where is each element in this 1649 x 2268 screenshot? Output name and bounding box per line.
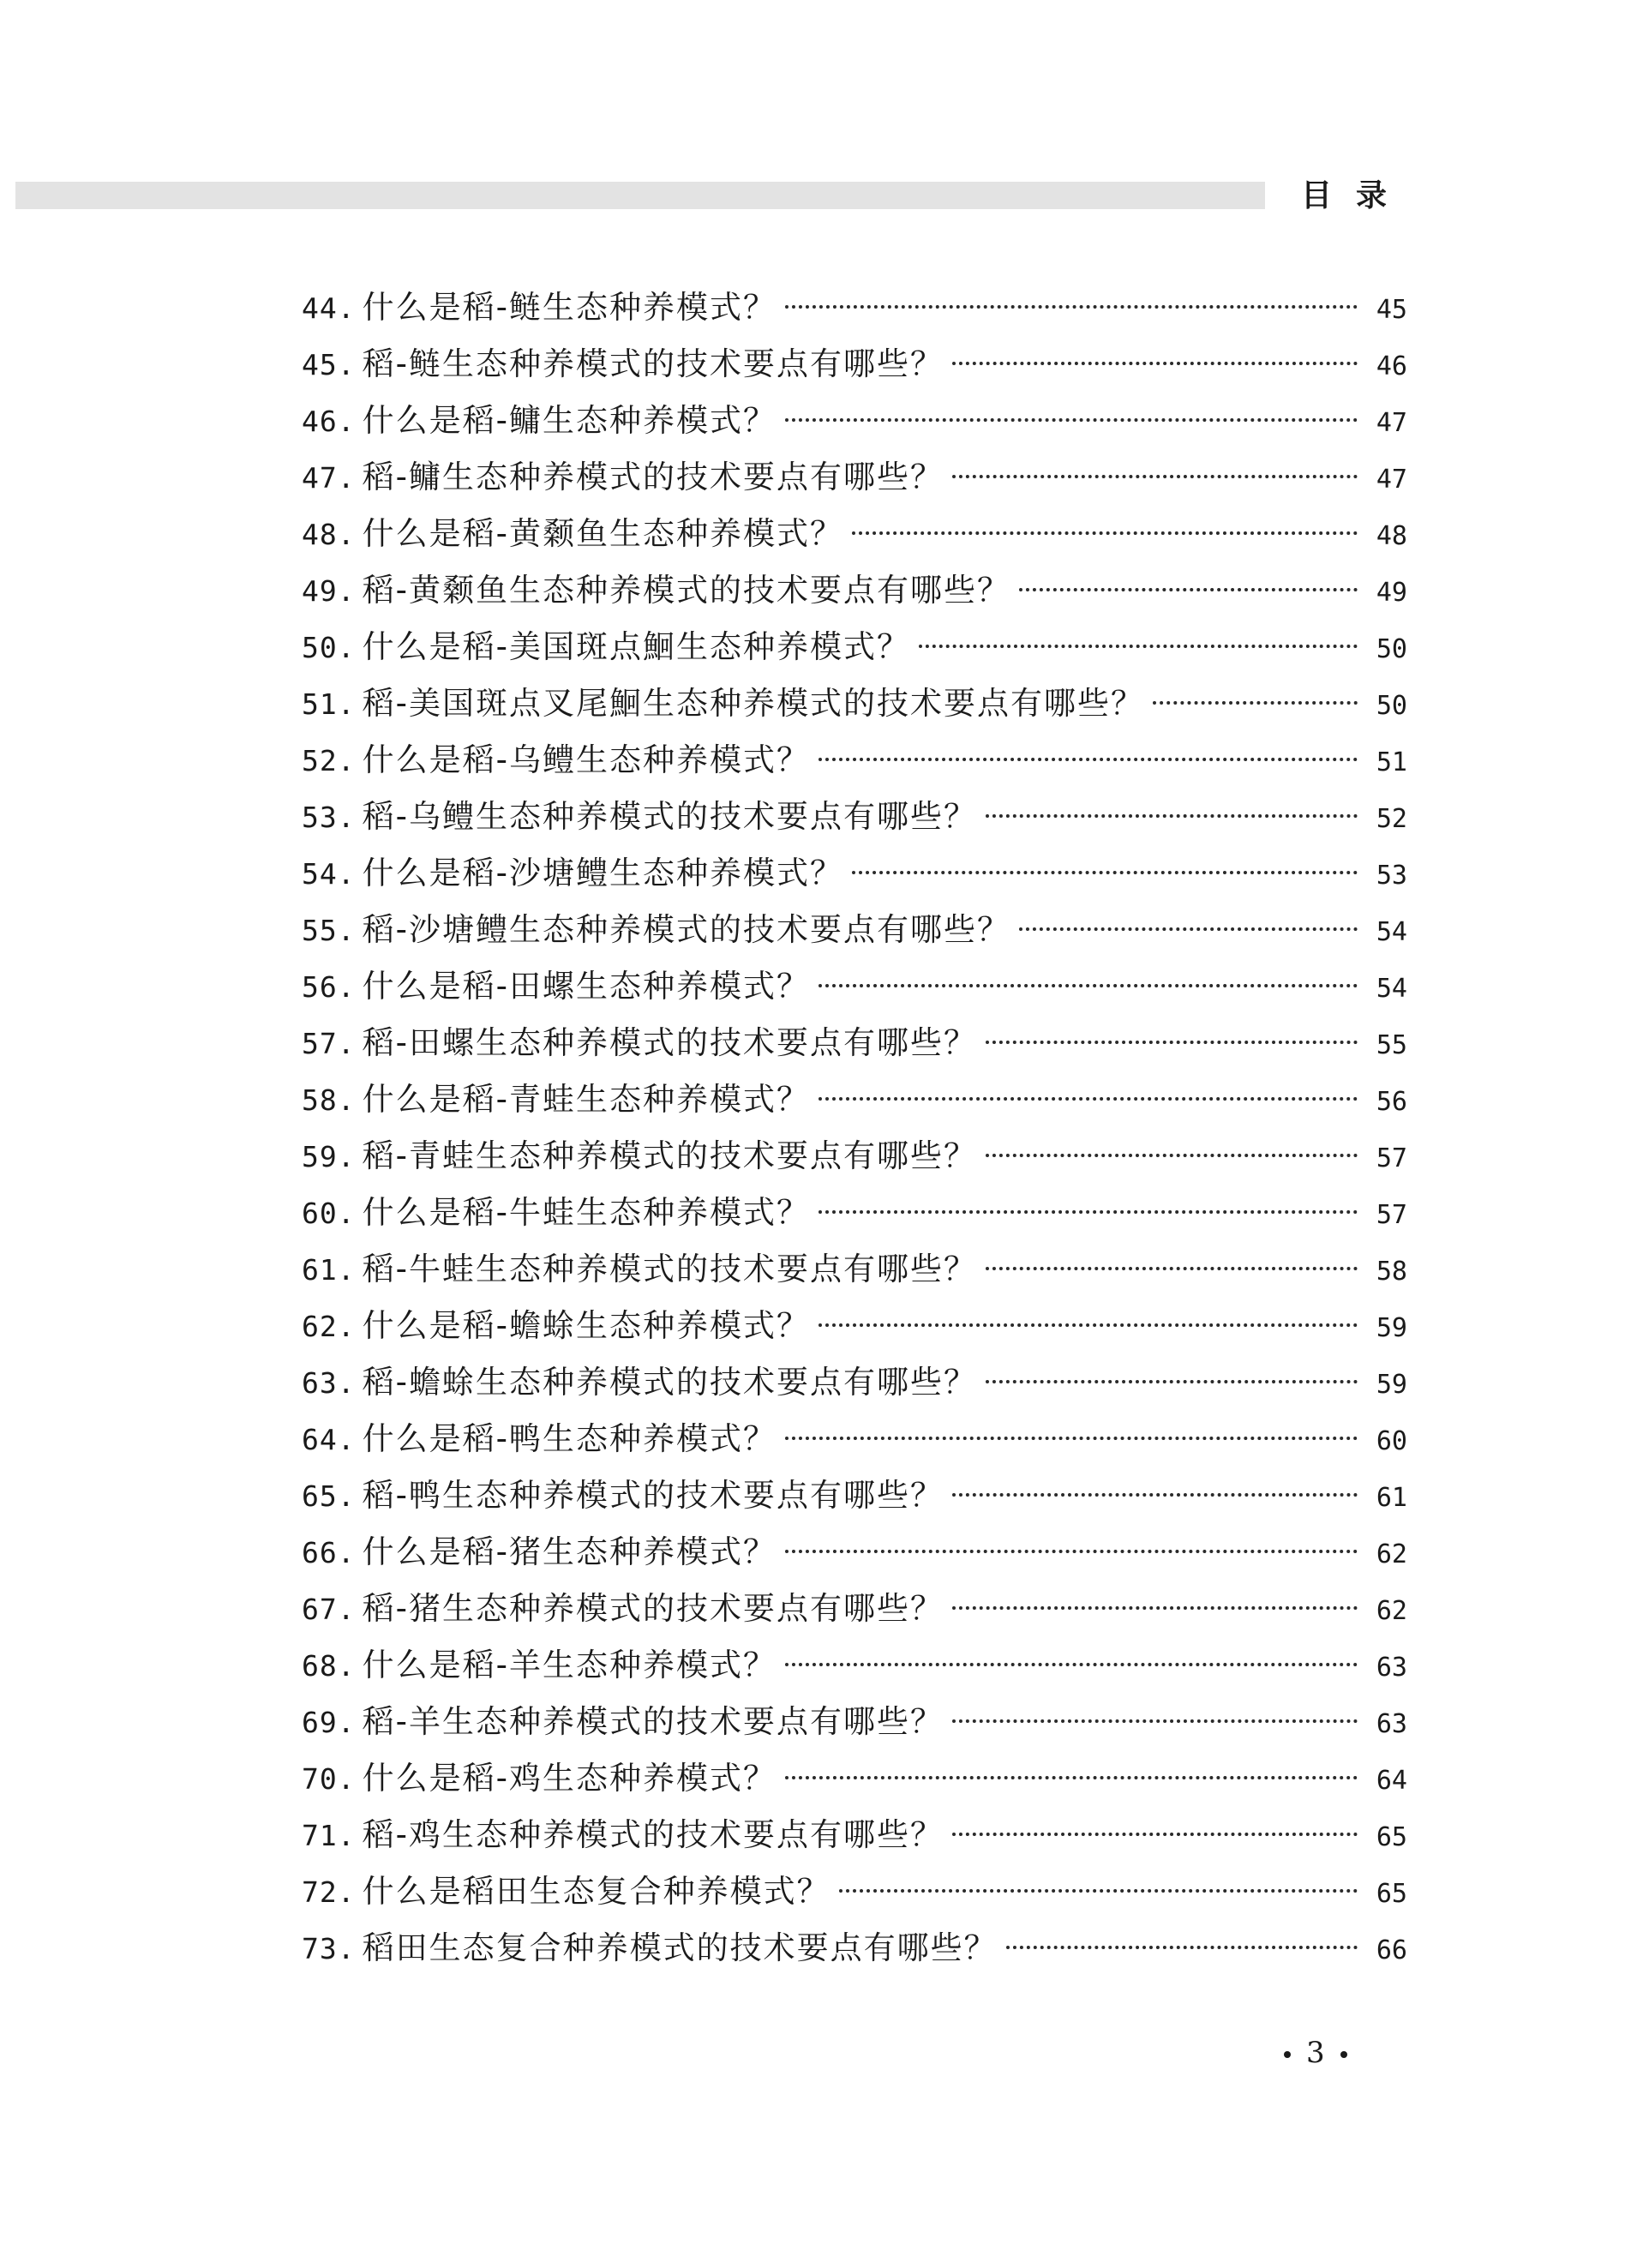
toc-entry-page: 47 bbox=[1376, 408, 1407, 438]
toc-entry[interactable] bbox=[302, 1241, 1407, 1298]
toc-leader-dots bbox=[785, 418, 1358, 422]
toc-entry[interactable] bbox=[302, 1750, 1407, 1807]
toc-entry-number: 44. bbox=[302, 291, 356, 325]
toc-leader-dots bbox=[785, 305, 1358, 309]
page-footer bbox=[1268, 2036, 1363, 2070]
toc-entry[interactable] bbox=[302, 1920, 1407, 1977]
page-number: 3 bbox=[1306, 2036, 1325, 2070]
toc-entry-title: 稻-乌鳢生态种养模式的技术要点有哪些？ bbox=[362, 798, 977, 835]
toc-leader-dots bbox=[819, 1323, 1358, 1327]
toc-entry-page: 65 bbox=[1376, 1879, 1407, 1909]
toc-entry-page: 53 bbox=[1376, 861, 1407, 891]
toc-entry-number: 60. bbox=[302, 1197, 356, 1230]
toc-entry-page: 63 bbox=[1376, 1709, 1407, 1739]
toc-leader-dots bbox=[986, 1380, 1358, 1383]
toc-entry-page: 47 bbox=[1376, 465, 1407, 495]
toc-leader-dots bbox=[785, 1776, 1358, 1779]
toc-entry-number: 57. bbox=[302, 1027, 356, 1060]
toc-entry[interactable] bbox=[302, 1015, 1407, 1071]
toc-entry-number: 55. bbox=[302, 914, 356, 947]
toc-entry-number: 49. bbox=[302, 574, 356, 608]
toc-leader-dots bbox=[1019, 588, 1358, 591]
toc-leader-dots bbox=[852, 871, 1358, 874]
page-title: 目录 bbox=[1301, 178, 1412, 213]
toc-entry[interactable] bbox=[302, 845, 1407, 902]
toc-entry-title: 稻-猪生态种养模式的技术要点有哪些？ bbox=[362, 1590, 944, 1627]
toc-entry-title: 什么是稻-猪生态种养模式？ bbox=[362, 1533, 777, 1570]
toc-entry[interactable] bbox=[302, 902, 1407, 958]
toc-entry[interactable] bbox=[302, 1298, 1407, 1354]
toc-entry[interactable] bbox=[302, 1411, 1407, 1467]
toc-entry-title: 什么是稻-美国斑点鮰生态种养模式？ bbox=[362, 628, 910, 665]
toc-entry[interactable] bbox=[302, 1467, 1407, 1524]
toc-entry-number: 56. bbox=[302, 970, 356, 1004]
table-of-contents bbox=[302, 279, 1407, 1977]
toc-entry-page: 62 bbox=[1376, 1539, 1407, 1569]
toc-entry-number: 46. bbox=[302, 405, 356, 438]
toc-entry-number: 59. bbox=[302, 1140, 356, 1173]
toc-entry[interactable] bbox=[302, 1354, 1407, 1411]
toc-leader-dots bbox=[785, 1437, 1358, 1440]
toc-entry-title: 什么是稻-蟾蜍生态种养模式？ bbox=[362, 1307, 810, 1344]
toc-entry[interactable] bbox=[302, 393, 1407, 449]
toc-leader-dots bbox=[852, 531, 1358, 535]
toc-entry-page: 59 bbox=[1376, 1313, 1407, 1343]
toc-entry-number: 64. bbox=[302, 1423, 356, 1456]
toc-entry-number: 71. bbox=[302, 1819, 356, 1852]
toc-entry-number: 62. bbox=[302, 1310, 356, 1343]
toc-leader-dots bbox=[952, 1606, 1358, 1610]
toc-leader-dots bbox=[952, 1719, 1358, 1723]
toc-entry-page: 63 bbox=[1376, 1653, 1407, 1683]
toc-entry[interactable] bbox=[302, 1694, 1407, 1750]
toc-entry[interactable] bbox=[302, 958, 1407, 1015]
toc-entry[interactable] bbox=[302, 279, 1407, 336]
toc-leader-dots bbox=[986, 1041, 1358, 1044]
toc-entry-number: 69. bbox=[302, 1706, 356, 1739]
toc-leader-dots bbox=[986, 814, 1358, 818]
toc-entry-title: 稻-黄颡鱼生态种养模式的技术要点有哪些？ bbox=[362, 572, 1010, 609]
toc-entry[interactable] bbox=[302, 506, 1407, 562]
toc-entry-page: 52 bbox=[1376, 804, 1407, 834]
toc-entry-title: 稻-牛蛙生态种养模式的技术要点有哪些？ bbox=[362, 1251, 977, 1287]
toc-entry-title: 什么是稻-鳙生态种养模式？ bbox=[362, 402, 777, 439]
toc-entry[interactable] bbox=[302, 1185, 1407, 1241]
toc-leader-dots bbox=[952, 1493, 1358, 1497]
toc-entry-page: 46 bbox=[1376, 351, 1407, 381]
toc-entry[interactable] bbox=[302, 1128, 1407, 1185]
toc-entry-number: 66. bbox=[302, 1536, 356, 1569]
toc-entry-title: 什么是稻-鲢生态种养模式？ bbox=[362, 289, 777, 326]
toc-entry-number: 53. bbox=[302, 801, 356, 834]
toc-entry-page: 48 bbox=[1376, 521, 1407, 551]
toc-entry-title: 稻-青蛙生态种养模式的技术要点有哪些？ bbox=[362, 1137, 977, 1174]
toc-leader-dots bbox=[952, 362, 1358, 365]
bullet-dot-icon bbox=[1284, 2051, 1291, 2058]
toc-entry-number: 63. bbox=[302, 1366, 356, 1400]
toc-entry-title: 什么是稻-乌鳢生态种养模式？ bbox=[362, 741, 810, 778]
toc-entry-title: 什么是稻-鸭生态种养模式？ bbox=[362, 1420, 777, 1457]
toc-entry-title: 什么是稻田生态复合种养模式？ bbox=[362, 1873, 830, 1910]
toc-entry-page: 50 bbox=[1376, 691, 1407, 721]
toc-leader-dots bbox=[952, 475, 1358, 478]
toc-entry-number: 54. bbox=[302, 857, 356, 891]
toc-leader-dots bbox=[1153, 701, 1358, 705]
toc-entry-page: 61 bbox=[1376, 1483, 1407, 1513]
toc-leader-dots bbox=[819, 1097, 1358, 1101]
toc-entry-page: 60 bbox=[1376, 1426, 1407, 1456]
toc-entry[interactable] bbox=[302, 449, 1407, 506]
toc-entry-page: 66 bbox=[1376, 1935, 1407, 1965]
toc-entry-title: 稻-鲢生态种养模式的技术要点有哪些？ bbox=[362, 345, 944, 382]
toc-entry[interactable] bbox=[302, 1807, 1407, 1863]
toc-entry-number: 70. bbox=[302, 1762, 356, 1796]
toc-entry-page: 64 bbox=[1376, 1766, 1407, 1796]
toc-leader-dots bbox=[919, 645, 1358, 648]
toc-entry[interactable] bbox=[302, 1071, 1407, 1128]
toc-entry-title: 什么是稻-羊生态种养模式？ bbox=[362, 1647, 777, 1683]
toc-leader-dots bbox=[819, 758, 1358, 761]
toc-entry-page: 54 bbox=[1376, 974, 1407, 1004]
toc-entry-number: 58. bbox=[302, 1083, 356, 1117]
toc-leader-dots bbox=[785, 1663, 1358, 1666]
toc-entry-title: 什么是稻-黄颡鱼生态种养模式？ bbox=[362, 515, 843, 552]
toc-entry[interactable] bbox=[302, 562, 1407, 619]
toc-entry-number: 61. bbox=[302, 1253, 356, 1287]
toc-entry-title: 稻-蟾蜍生态种养模式的技术要点有哪些？ bbox=[362, 1364, 977, 1401]
toc-entry[interactable] bbox=[302, 1863, 1407, 1920]
toc-entry-number: 50. bbox=[302, 631, 356, 664]
toc-entry[interactable] bbox=[302, 1524, 1407, 1581]
bullet-dot-icon bbox=[1340, 2051, 1347, 2058]
toc-leader-dots bbox=[1006, 1946, 1358, 1949]
toc-entry[interactable] bbox=[302, 619, 1407, 675]
toc-leader-dots bbox=[785, 1550, 1358, 1553]
toc-entry-title: 稻-田螺生态种养模式的技术要点有哪些？ bbox=[362, 1024, 977, 1061]
toc-entry-page: 57 bbox=[1376, 1143, 1407, 1173]
toc-entry-number: 45. bbox=[302, 348, 356, 381]
toc-entry-title: 稻-鸡生态种养模式的技术要点有哪些？ bbox=[362, 1816, 944, 1853]
toc-entry-number: 65. bbox=[302, 1479, 356, 1513]
toc-entry-page: 59 bbox=[1376, 1370, 1407, 1400]
toc-entry-number: 47. bbox=[302, 461, 356, 495]
toc-entry-page: 56 bbox=[1376, 1087, 1407, 1117]
toc-entry-page: 50 bbox=[1376, 634, 1407, 664]
toc-entry-page: 54 bbox=[1376, 917, 1407, 947]
toc-entry[interactable] bbox=[302, 336, 1407, 393]
toc-entry-page: 65 bbox=[1376, 1822, 1407, 1852]
toc-entry-page: 62 bbox=[1376, 1596, 1407, 1626]
toc-entry-title: 什么是稻-沙塘鳢生态种养模式？ bbox=[362, 855, 843, 891]
toc-entry-title: 稻-美国斑点叉尾鮰生态种养模式的技术要点有哪些？ bbox=[362, 685, 1144, 722]
header-band bbox=[15, 182, 1265, 209]
toc-leader-dots bbox=[986, 1267, 1358, 1270]
toc-entry[interactable] bbox=[302, 675, 1407, 732]
toc-entry-number: 52. bbox=[302, 744, 356, 777]
toc-leader-dots bbox=[952, 1833, 1358, 1836]
toc-entry-number: 68. bbox=[302, 1649, 356, 1683]
toc-entry-page: 45 bbox=[1376, 295, 1407, 325]
toc-entry-page: 58 bbox=[1376, 1257, 1407, 1287]
toc-entry[interactable] bbox=[302, 1581, 1407, 1637]
toc-entry-title: 什么是稻-田螺生态种养模式？ bbox=[362, 968, 810, 1005]
toc-entry-title: 稻-羊生态种养模式的技术要点有哪些？ bbox=[362, 1703, 944, 1740]
toc-entry-title: 稻-鳙生态种养模式的技术要点有哪些？ bbox=[362, 459, 944, 495]
toc-entry-page: 57 bbox=[1376, 1200, 1407, 1230]
toc-entry-page: 49 bbox=[1376, 578, 1407, 608]
toc-entry-page: 51 bbox=[1376, 747, 1407, 777]
toc-entry[interactable] bbox=[302, 789, 1407, 845]
toc-entry-title: 什么是稻-牛蛙生态种养模式？ bbox=[362, 1194, 810, 1231]
toc-entry[interactable] bbox=[302, 732, 1407, 789]
toc-leader-dots bbox=[986, 1154, 1358, 1157]
toc-entry-number: 72. bbox=[302, 1875, 356, 1909]
toc-entry-title: 什么是稻-青蛙生态种养模式？ bbox=[362, 1081, 810, 1118]
toc-entry-number: 67. bbox=[302, 1593, 356, 1626]
toc-entry-title: 稻-沙塘鳢生态种养模式的技术要点有哪些？ bbox=[362, 911, 1010, 948]
toc-entry-number: 48. bbox=[302, 518, 356, 551]
toc-entry-number: 73. bbox=[302, 1932, 356, 1965]
toc-entry[interactable] bbox=[302, 1637, 1407, 1694]
toc-leader-dots bbox=[819, 984, 1358, 987]
toc-entry-title: 稻田生态复合种养模式的技术要点有哪些？ bbox=[362, 1929, 998, 1966]
toc-entry-title: 什么是稻-鸡生态种养模式？ bbox=[362, 1760, 777, 1797]
toc-entry-number: 51. bbox=[302, 687, 356, 721]
toc-entry-title: 稻-鸭生态种养模式的技术要点有哪些？ bbox=[362, 1477, 944, 1514]
toc-leader-dots bbox=[839, 1889, 1358, 1893]
toc-entry-page: 55 bbox=[1376, 1030, 1407, 1060]
toc-leader-dots bbox=[819, 1210, 1358, 1214]
toc-leader-dots bbox=[1019, 927, 1358, 931]
